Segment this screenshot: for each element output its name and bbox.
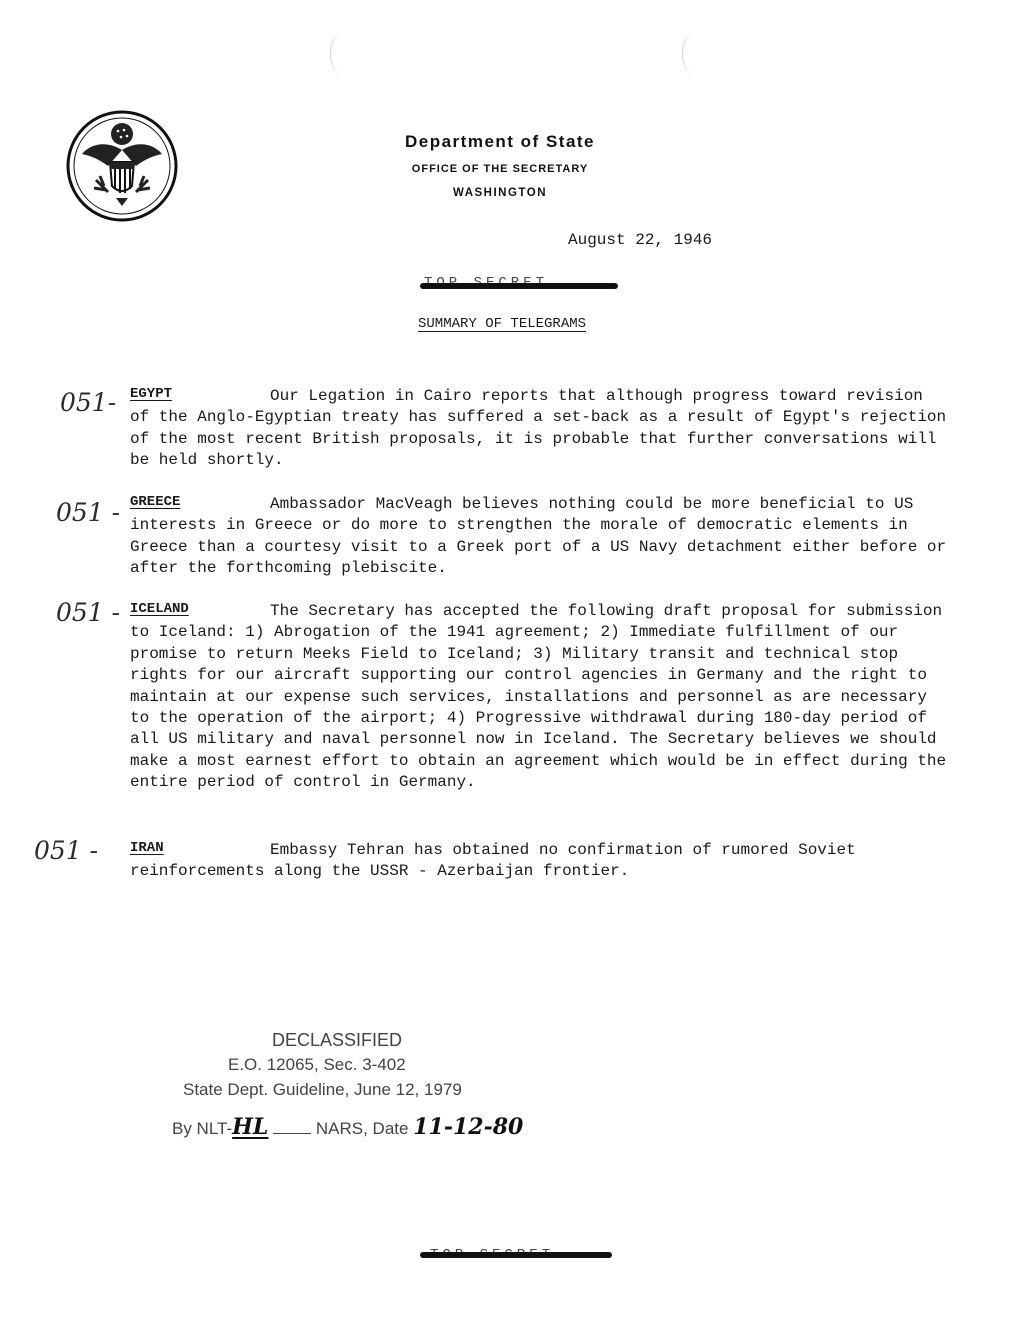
annotation-iran: 051 -	[34, 836, 99, 865]
section-text: Ambassador MacVeagh believes nothing could be more beneficial to US interests in Greece or do more to strengthen the morale of democratic elements in Greece than a courtesy visit to a Greek port of a US Navy detachment either before or after the forthcoming plebiscite.	[130, 495, 947, 578]
document-title: SUMMARY OF TELEGRAMS	[418, 316, 587, 332]
declassified-guideline: State Dept. Guideline, June 12, 1979	[183, 1080, 462, 1099]
annotation-iceland: 051 -	[56, 598, 121, 627]
declassified-eo: E.O. 12065, Sec. 3-402	[228, 1055, 406, 1074]
declassified-by-line	[172, 1114, 523, 1140]
declassified-date: 11-12-80	[413, 1114, 524, 1140]
section-text: Embassy Tehran has obtained no confirmation of rumored Soviet reinforcements along the USSR - Azerbaijan frontier.	[130, 841, 856, 881]
annotation-greece: 051 -	[56, 498, 121, 527]
punch-hole-left	[330, 34, 353, 74]
annotation-egypt: 051-	[60, 388, 117, 417]
by-label: By NLT-	[172, 1119, 233, 1138]
classification-top-strike	[420, 283, 618, 289]
country-label: EGYPT	[130, 386, 173, 402]
city-heading: WASHINGTON	[452, 187, 547, 199]
country-label: ICELAND	[130, 601, 189, 617]
document-date: August 22, 1946	[568, 231, 713, 249]
nars-label: NARS, Date	[315, 1119, 409, 1138]
punch-hole-right	[682, 34, 705, 74]
office-heading: OFFICE OF THE SECRETARY	[411, 163, 589, 175]
section-text: The Secretary has accepted the following draft proposal for submission to Iceland: 1) Abrogation of the 1941 agreement; 2) Immediate fulfillment of our promise to return Meeks Field to Iceland; 3) Military transit and technical stop rights for our aircraft supporting our control agencies in Germany and the right to maintain at our expense such services, installations and personnel as are necessary to the operation of the airport; 4) Progressive withdrawal during 180-day period of all US military and naval personnel now in Iceland. The Secretary believes we should make a most earnest effort to obtain an agreement which would be in effect during the entire period of control in Germany.	[130, 602, 947, 792]
country-label: GREECE	[130, 494, 181, 510]
declassified-heading: DECLASSIFIED	[272, 1030, 403, 1050]
department-heading: Department of State	[404, 132, 596, 151]
country-label: IRAN	[130, 840, 164, 856]
section-text: Our Legation in Cairo reports that although progress toward revision of the Anglo-Egyptian treaty has suffered a set-back as a result of Egypt's rejection of the most recent British proposals, it is probable that further conversations will be held shortly.	[130, 387, 947, 470]
by-initials: HL	[232, 1114, 269, 1140]
classification-bottom-strike	[420, 1252, 612, 1258]
great-seal-icon	[66, 110, 178, 222]
